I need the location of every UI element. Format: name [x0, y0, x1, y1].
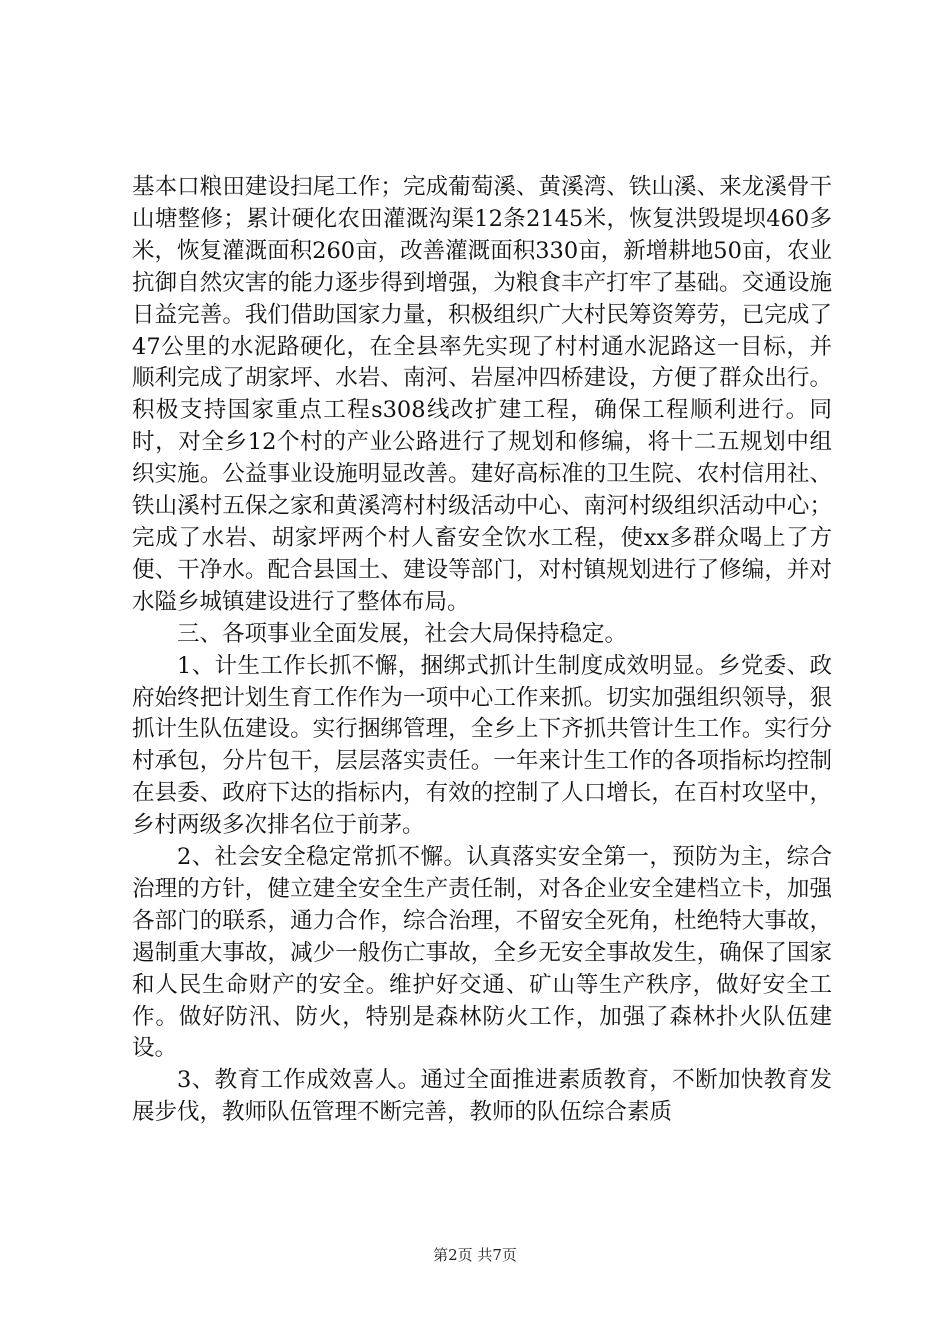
paragraph-social-safety: 2、社会安全稳定常抓不懈。认真落实安全第一，预防为主，综合治理的方针，健立建全安全生产责任制，对各企业安全建档立卡，加强各部门的联系，通力合作，综合治理，不留安全死角，杜绝特大事故，遏制重大事故，减少一般伤亡事故，全乡无安全事故发生，确保了国家和人民生命财产的安全。维护好交通、矿山等生产秩序，做好安全工作。做好防汛、防火，特别是森林防火工作，加强了森林扑火队伍建设。: [132, 844, 832, 1062]
paragraph-family-planning: 1、计生工作长抓不懈，捆绑式抓计生制度成效明显。乡党委、政府始终把计划生育工作作为一项中心工作来抓。切实加强组织领导，狠抓计生队伍建设。实行捆绑管理，全乡上下齐抓共管计生工作。实行分村承包，分片包干，层层落实责任。一年来计生工作的各项指标均控制在县委、政府下达的指标内，有效的控制了人口增长，在百村攻坚中，乡村两级多次排名位于前茅。: [132, 652, 832, 839]
paragraph-continuation: 基本口粮田建设扫尾工作；完成葡萄溪、黄溪湾、铁山溪、来龙溪骨干山塘整修；累计硬化农田灌溉沟渠12条2145米，恢复洪毁堤坝460多米，恢复灌溉面积260亩，改善灌溉面积330亩，新增耕地50亩，农业抗御自然灾害的能力逐步得到增强，为粮食丰产打牢了基础。交通设施日益完善。我们借助国家力量，积极组织广大村民筹资筹劳，已完成了47公里的水泥路硬化，在全县率先实现了村村通水泥路这一目标，并顺利完成了胡家坪、水岩、南河、岩屋冲四桥建设，方便了群众出行。积极支持国家重点工程s308线改扩建工程，确保工程顺利进行。同时，对全乡12个村的产业公路进行了规划和修编，将十二五规划中组织实施。公益事业设施明显改善。建好高标准的卫生院、农村信用社、铁山溪村五保之家和黄溪湾村村级活动中心、南河村级组织活动中心；完成了水岩、胡家坪两个村人畜安全饮水工程，使xx多群众喝上了方便、干净水。配合县国土、建设等部门，对村镇规划进行了修编，并对水隘乡城镇建设进行了整体布局。: [132, 174, 832, 615]
paragraph-education: 3、教育工作成效喜人。通过全面推进素质教育，不断加快教育发展步伐，教师队伍管理不断完善，教师的队伍综合素质: [132, 1067, 832, 1126]
document-body: [132, 172, 832, 1129]
section-heading-three: 三、各项事业全面发展，社会大局保持稳定。: [177, 620, 628, 647]
page-footer: 第2页 共7页: [433, 1246, 517, 1264]
